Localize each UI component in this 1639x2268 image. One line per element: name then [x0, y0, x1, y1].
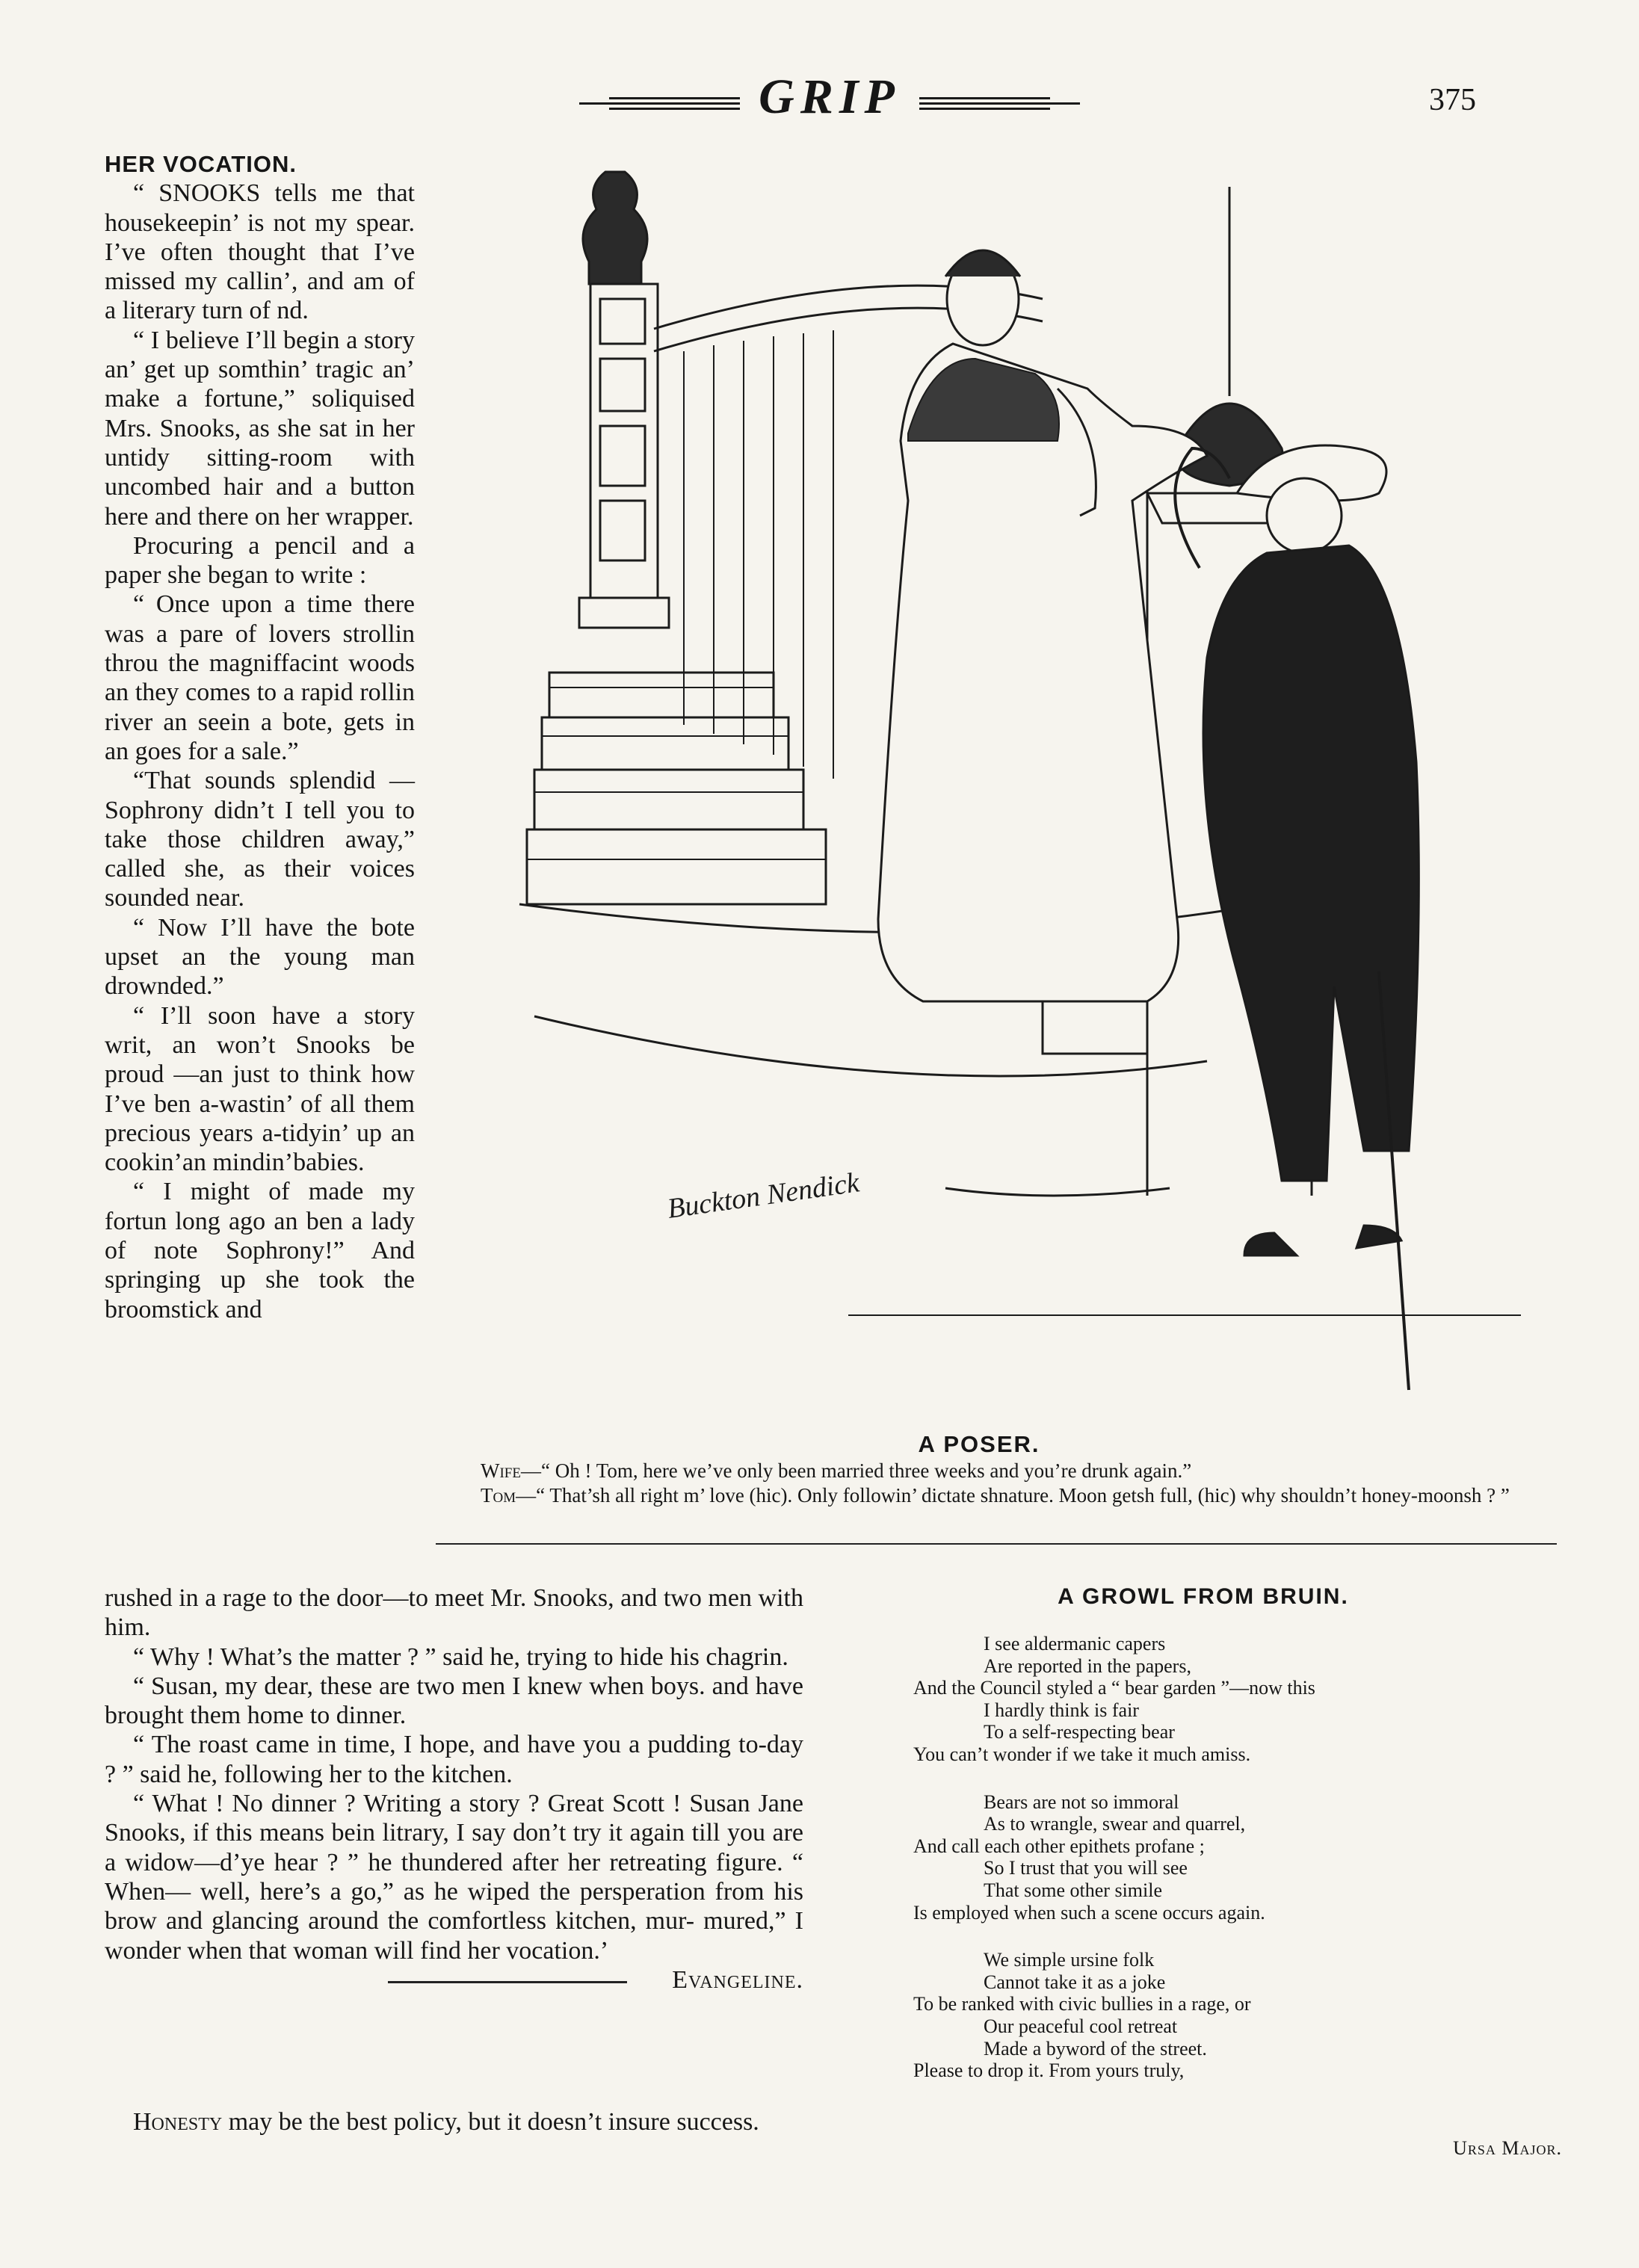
section-divider: [436, 1543, 1557, 1545]
story-paragraph: “That sounds splendid — Sophrony didn’t I tell you to take those children away,” called she, as their voices sounded near.: [105, 767, 415, 912]
poem-line: And call each other epithets profane ;: [913, 1835, 1205, 1857]
poem-line: To a self-respecting bear: [984, 1721, 1175, 1743]
page-number: 375: [1429, 83, 1476, 117]
story-paragraph: “ Once upon a time there was a pare of lovers strollin throu the magniffacint woods an they comes to a rapid rollin river an seein a bote, gets in an goes for a sale.”: [105, 590, 415, 765]
poem-stanza: [913, 1633, 1571, 1766]
story-paragraph: “ SNOOKS tells me that housekeepin’ is not my spear. I’ve often thought that I’ve missed my callin’, and am of a literary turn of nd.: [105, 179, 415, 325]
poem-line: Please to drop it. From yours truly,: [913, 2060, 1185, 2082]
story-paragraph: Procuring a pencil and a paper she began to write :: [105, 531, 415, 590]
poem-line: Bears are not so immoral: [984, 1790, 1179, 1813]
poem-line: You can’t wonder if we take it much amiss.: [913, 1743, 1251, 1765]
filler-text: may be the best policy, but it doesn’t insure success.: [222, 2108, 759, 2136]
masthead-title: GRIP: [759, 69, 901, 124]
caption-dialogue: —“ That’sh all right m’ love (hic). Only followin’ dictate shnature. Moon getsh full, (hic) why shouldn’t honey-moonsh ? ”: [516, 1484, 1510, 1507]
poem-line: So I trust that you will see: [984, 1857, 1188, 1879]
story-column-continued: [105, 1583, 803, 1994]
caption-speaker: Wife: [481, 1459, 521, 1482]
story-paragraph: “ The roast came in time, I hope, and have you a pudding to-day ? ” said he, following her to the kitchen.: [105, 1731, 803, 1788]
story-column-left: [105, 149, 415, 1324]
story-paragraph: “ Now I’ll have the bote upset an the young man drownded.”: [105, 913, 415, 1001]
poem-line: Our peaceful cool retreat: [984, 2015, 1178, 2037]
story-paragraph: “ Susan, my dear, these are two men I knew when boys. and have brought them home to dinner.: [105, 1672, 803, 1730]
cartoon-title: A POSER.: [918, 1431, 1040, 1457]
poem-stanza: [913, 1949, 1571, 2082]
story-paragraph: “ I might of made my fortun long ago an ben a lady of note Sophrony!” And springing up she took the broomstick and: [105, 1178, 415, 1323]
caption-dialogue: —“ Oh ! Tom, here we’ve only been married three weeks and you’re drunk again.”: [520, 1459, 1192, 1482]
story-paragraph: “ I’ll soon have a story writ, an won’t Snooks be proud —an just to think how I’ve ben a-wastin’ of all them precious years a-tidyin’ up an cookin’an mindin’babies.: [105, 1001, 415, 1177]
caption-speaker: Tom: [481, 1484, 516, 1507]
story-author: Evangeline.: [672, 1965, 803, 1994]
poem-title: A GROWL FROM BRUIN.: [1058, 1584, 1349, 1609]
story-paragraph: rushed in a rage to the door—to meet Mr. Snooks, and two men with him.: [105, 1584, 803, 1642]
cartoon-caption: [436, 1459, 1557, 1508]
poem-line: I see aldermanic capers: [984, 1633, 1166, 1654]
poem-line: That some other simile: [984, 1879, 1163, 1901]
poem-line: I hardly think is fair: [984, 1699, 1139, 1721]
separator-rule: [388, 1981, 627, 1983]
poem-line: Cannot take it as a joke: [984, 1971, 1166, 1993]
poem-body: [913, 1633, 1571, 2107]
poem-stanza: [913, 1791, 1571, 1924]
story-signature: [105, 1965, 803, 1994]
masthead-rule-right: [919, 94, 1080, 114]
artist-signature: Buckton Nendick: [665, 1167, 862, 1225]
poem-signature: Ursa Major.: [1453, 2137, 1562, 2159]
poem-line: Is employed when such a scene occurs again.: [913, 1901, 1265, 1924]
story-paragraph: “ What ! No dinner ? Writing a story ? Great Scott ! Susan Jane Snooks, if this means bein litrary, I say don’t try it again till you are a widow—d’ye hear ? ” he thundered after her retreating figure. “ When— well, here’s a go,” as he wiped the persperation from his brow and glancing around the comfortless kitchen, mur- mured,” I wonder when that woman will find her vocation.’: [105, 1790, 803, 1965]
poem-line: Are reported in the papers,: [984, 1654, 1191, 1677]
poem-line: We simple ursine folk: [984, 1949, 1155, 1971]
filler-paragraph: [105, 2107, 803, 2137]
story-paragraph: “ I believe I’ll begin a story an’ get up somthin’ tragic an’ make a fortune,” soliquised Mrs. Snooks, as she sat in her untidy sitting-room with uncombed hair and a button here and there on her wrapper.: [105, 326, 415, 531]
poem-line: To be ranked with civic bullies in a rage, or: [913, 1993, 1251, 2015]
filler-lead: Honesty: [133, 2108, 223, 2136]
poem-line: And the Council styled a “ bear garden ”—now this: [913, 1677, 1315, 1699]
poem-line: Made a byword of the street.: [984, 2037, 1207, 2060]
poem-line: As to wrangle, swear and quarrel,: [984, 1813, 1246, 1835]
story-title: HER VOCATION.: [105, 151, 297, 177]
cartoon-illustration: [430, 149, 1566, 1435]
masthead-rule-left: [579, 94, 740, 114]
story-paragraph: “ Why ! What’s the matter ? ” said he, trying to hide his chagrin.: [133, 1643, 788, 1671]
